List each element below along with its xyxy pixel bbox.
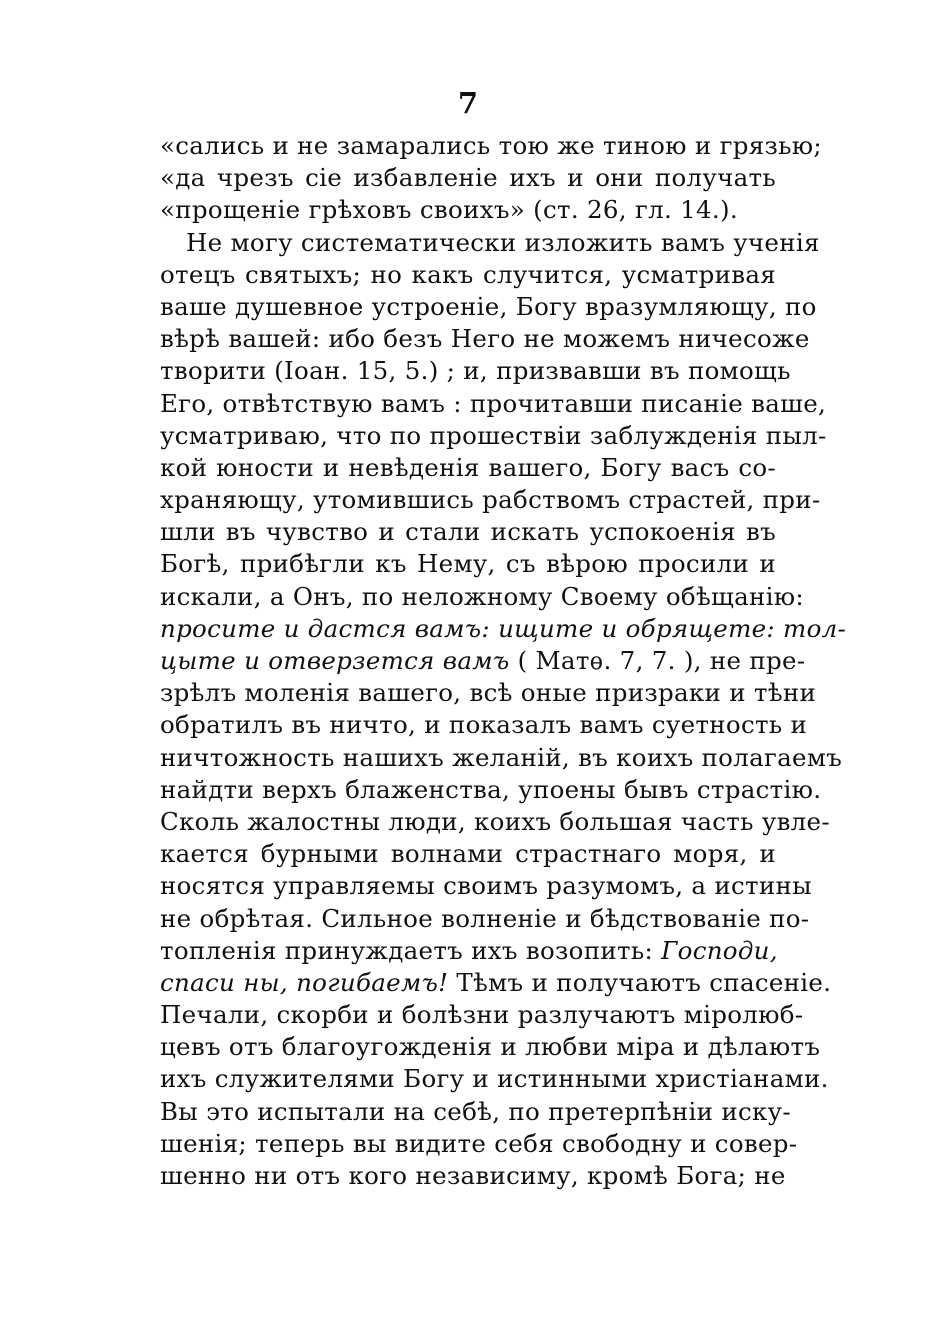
text-line bbox=[160, 838, 776, 870]
text-segment: топленія принуждаетъ ихъ возопить: bbox=[160, 935, 662, 965]
text-segment: носятся управляемы своимъ разумомъ, а истины bbox=[160, 871, 812, 901]
text-segment: найдти верхъ блаженства, упоены бывъ страстію. bbox=[160, 774, 822, 804]
text-line bbox=[160, 581, 804, 613]
text-line bbox=[160, 903, 810, 935]
text-line bbox=[160, 355, 791, 387]
italic-text-segment: Господи, bbox=[661, 935, 778, 965]
text-line bbox=[160, 162, 776, 194]
text-line bbox=[160, 1160, 786, 1192]
text-segment: ваше душевное устроеніе, Богу вразумляющу, по bbox=[160, 291, 817, 321]
body-text bbox=[160, 130, 847, 1192]
text-segment: «прощеніе грѣховъ своихъ» (ст. 26, гл. 14.). bbox=[160, 195, 738, 225]
text-segment: Не могу систематически изложить вамъ ученія bbox=[186, 227, 820, 257]
text-line bbox=[160, 967, 832, 999]
text-segment: вѣрѣ вашей: ибо безъ Него не можемъ ничесоже bbox=[160, 324, 810, 354]
text-line bbox=[160, 999, 804, 1031]
text-line bbox=[160, 388, 827, 420]
text-line bbox=[160, 227, 820, 259]
text-line bbox=[160, 870, 812, 902]
text-segment: обратилъ въ ничто, и показалъ вамъ суетность и bbox=[160, 710, 808, 740]
italic-text-segment: просите и дастся вамъ: ищите и обрящете: тол- bbox=[160, 613, 847, 643]
text-line bbox=[160, 1128, 798, 1160]
text-line bbox=[160, 645, 806, 677]
text-line bbox=[160, 935, 776, 967]
text-segment: ( Матѳ. 7, 7. ), не пре- bbox=[509, 646, 806, 675]
text-segment: ихъ служителями Богу и истинными христіанами. bbox=[160, 1064, 829, 1094]
text-line bbox=[160, 806, 830, 838]
text-segment: Печали, скорби и болѣзни разлучаютъ міролюб- bbox=[160, 1000, 804, 1030]
text-segment: искали, а Онъ, по неложному Своему обѣщанію: bbox=[160, 581, 804, 611]
text-segment: усматриваю, что по прошествіи заблужденія пыл- bbox=[160, 420, 827, 450]
text-line bbox=[160, 130, 822, 162]
text-segment: Богѣ, прибѣгли къ Нему, съ вѣрою просили и bbox=[160, 549, 776, 579]
italic-text-segment: цыте и отверзется вамъ bbox=[160, 646, 510, 675]
text-line bbox=[160, 516, 776, 548]
text-segment: отецъ святыхъ; но какъ случится, усматривая bbox=[160, 259, 776, 289]
text-segment: шли въ чувство и стали искать успокоенія въ bbox=[160, 517, 776, 547]
text-line bbox=[160, 420, 827, 452]
text-line bbox=[160, 484, 821, 516]
text-line bbox=[160, 774, 822, 806]
text-segment: «сались и не замарались тою же тиною и грязью; bbox=[160, 131, 822, 160]
text-segment: «да чрезъ сіе избавленіе ихъ и они получать bbox=[160, 163, 776, 193]
text-line bbox=[160, 548, 776, 580]
text-segment: кой юности и невѣденія вашего, Богу васъ со- bbox=[160, 452, 776, 482]
text-segment: творити (Іоан. 15, 5.) ; и, призвавши въ помощь bbox=[160, 356, 791, 386]
text-segment: ничтожность нашихъ желаній, въ коихъ полагаемъ bbox=[160, 742, 843, 772]
text-segment: Его, отвѣтствую вамъ : прочитавши писаніе ваше, bbox=[160, 388, 827, 418]
text-line bbox=[160, 194, 776, 226]
text-line bbox=[160, 259, 776, 291]
text-segment: не обрѣтая. Сильное волненіе и бѣдствованіе по- bbox=[160, 903, 810, 933]
text-line bbox=[160, 742, 843, 774]
text-segment: кается бурными волнами страстнаго моря, и bbox=[160, 839, 776, 869]
text-segment: шенно ни отъ кого независиму, кромѣ Бога; не bbox=[160, 1161, 786, 1190]
text-segment: храняющу, утомившись рабствомъ страстей, при- bbox=[160, 485, 821, 515]
text-line bbox=[160, 677, 817, 709]
text-line bbox=[160, 1031, 821, 1063]
text-line bbox=[160, 323, 810, 355]
page-number: 7 bbox=[457, 86, 479, 120]
text-segment: шенія; теперь вы видите себя свободну и совер- bbox=[160, 1128, 798, 1158]
text-line bbox=[160, 613, 847, 645]
text-segment: Сколь жалостны люди, коихъ большая часть увле- bbox=[160, 806, 830, 836]
text-line bbox=[160, 709, 808, 741]
text-line bbox=[160, 291, 817, 323]
text-segment: цевъ отъ благоугожденія и любви міра и дѣлаютъ bbox=[160, 1032, 821, 1062]
italic-text-segment: спаси ны, погибаемъ! bbox=[160, 967, 449, 997]
text-segment: Вы это испытали на себѣ, по претерпѣніи иску- bbox=[160, 1096, 791, 1126]
text-line bbox=[160, 1063, 829, 1095]
text-line bbox=[160, 1096, 791, 1128]
text-line bbox=[160, 452, 776, 484]
text-segment: Тѣмъ и получаютъ спасеніе. bbox=[448, 967, 832, 997]
text-segment: зрѣлъ моленія вашего, всѣ оные призраки и тѣни bbox=[160, 678, 817, 708]
